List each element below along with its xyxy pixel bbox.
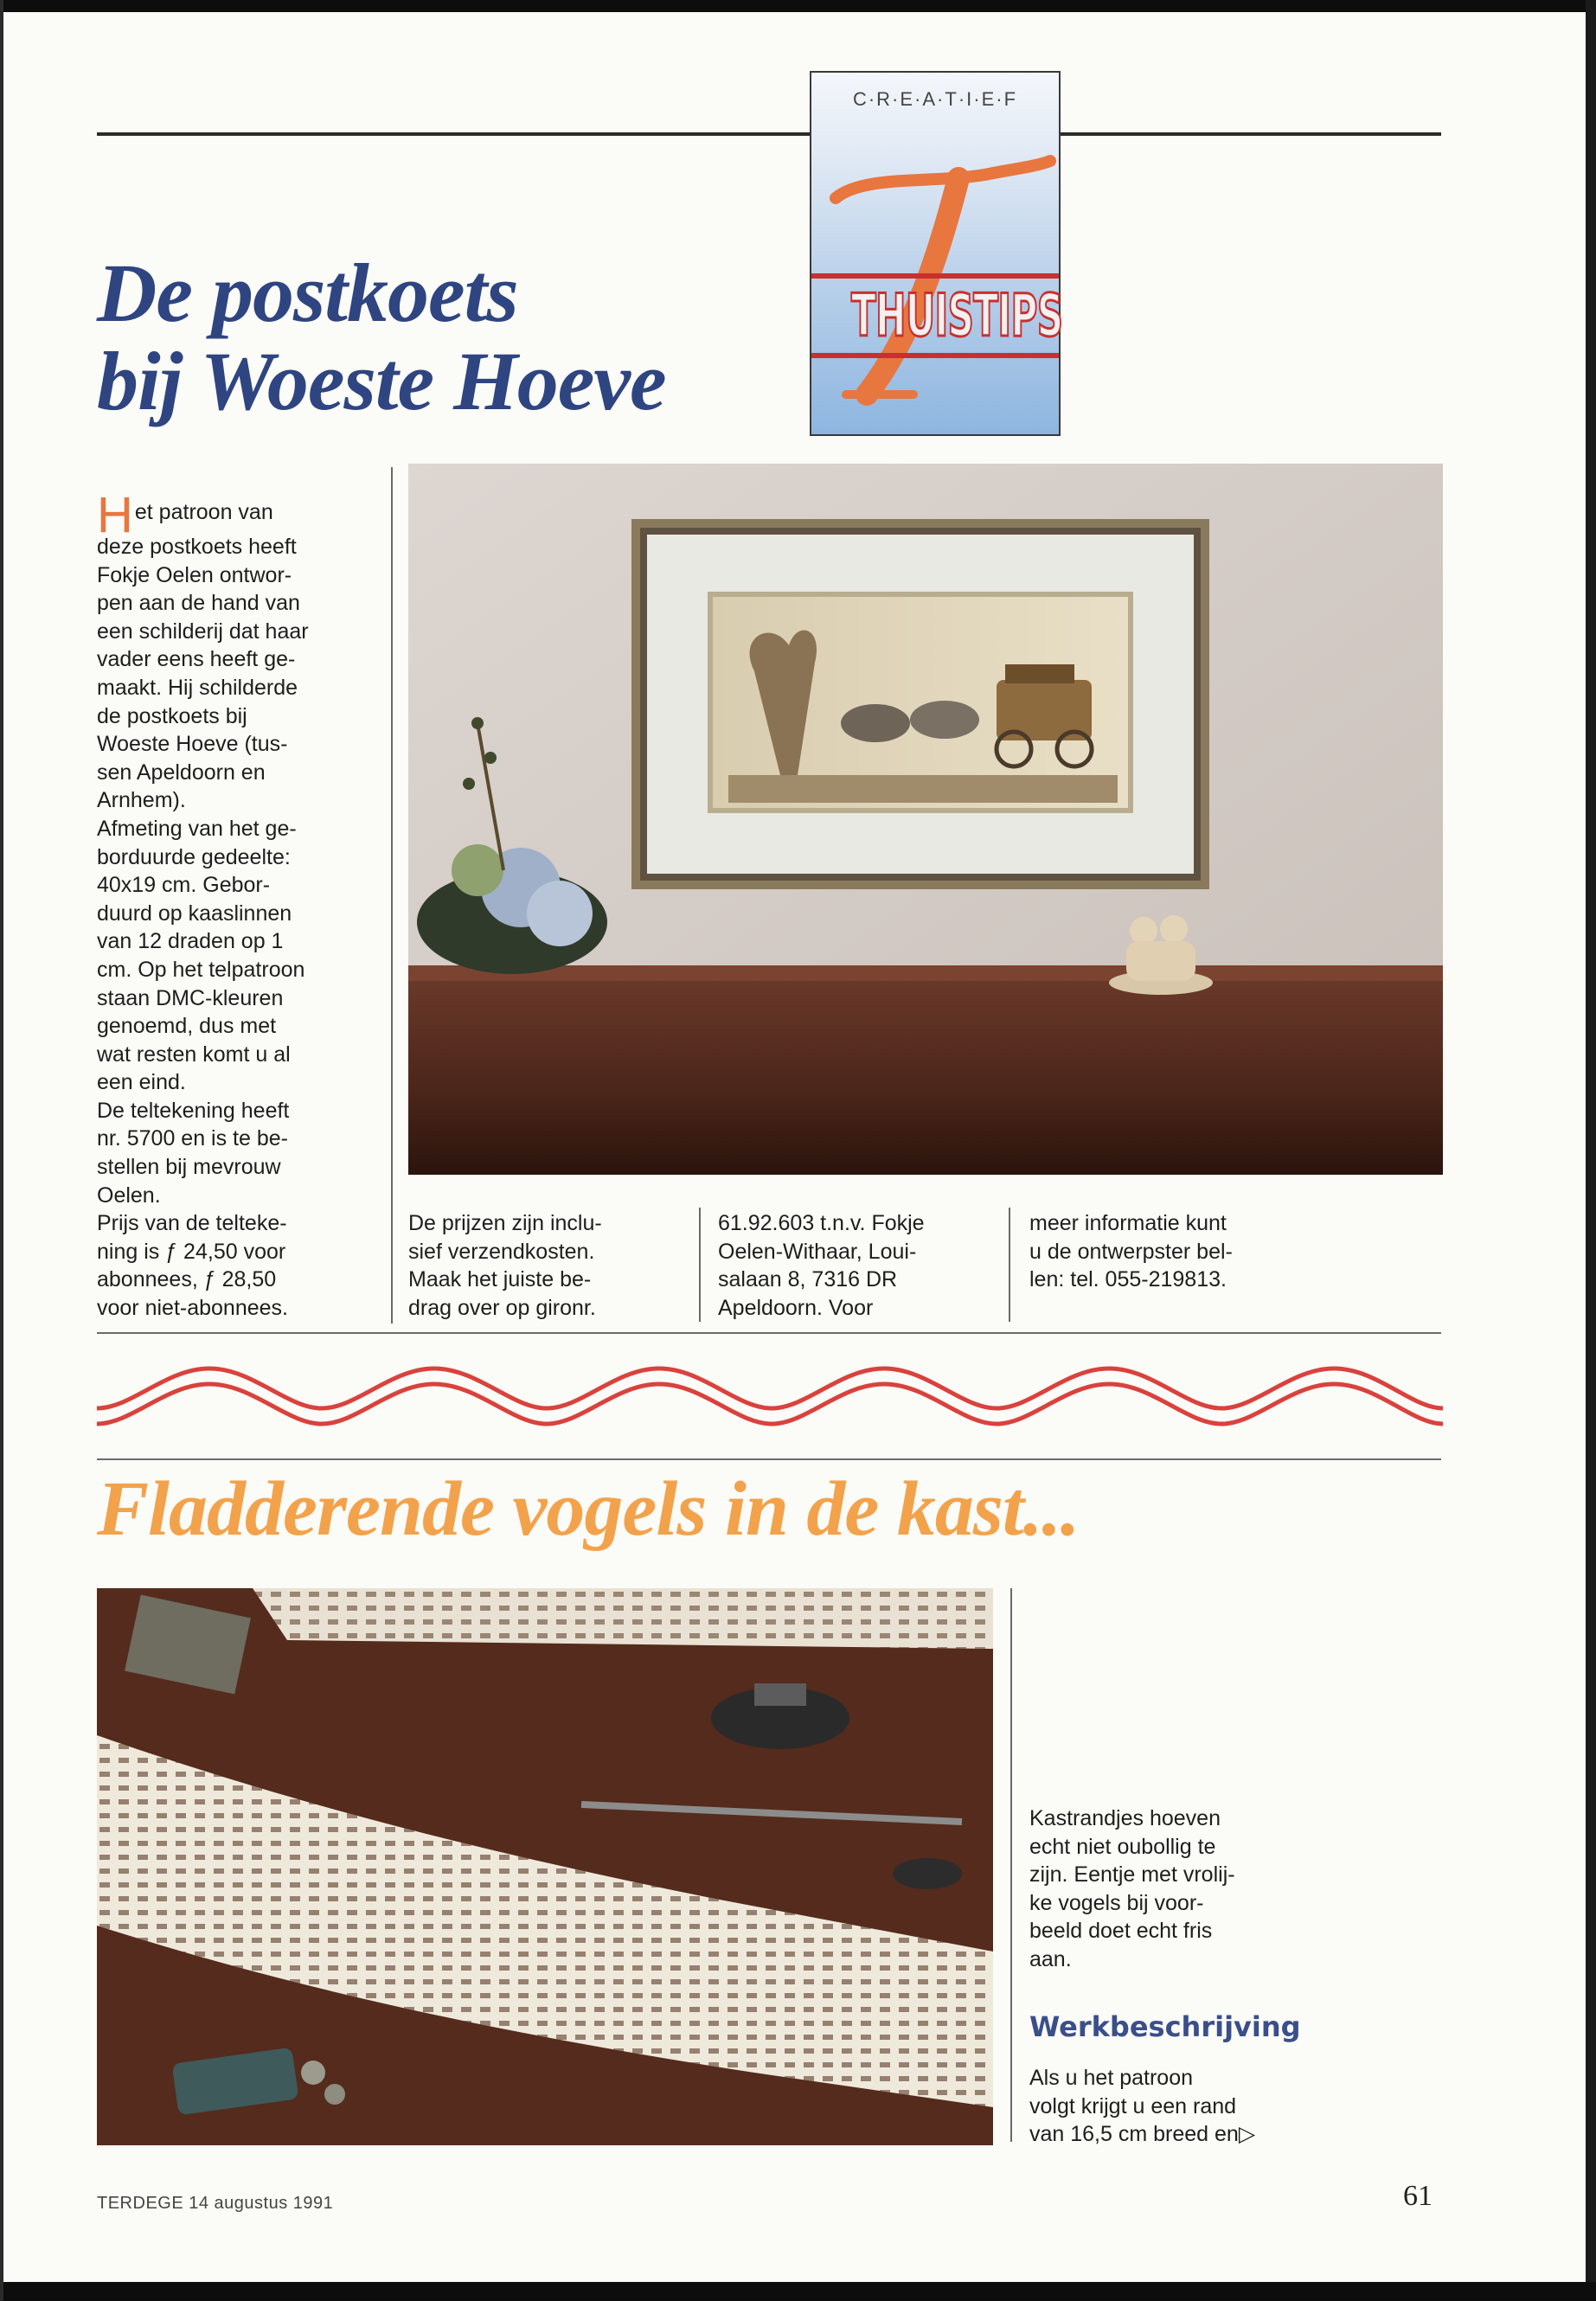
column-separator — [699, 1208, 701, 1322]
article1-col1-line: pen aan de hand van — [97, 591, 300, 616]
top-rule-left — [97, 132, 810, 136]
scan-border-right — [1586, 0, 1596, 2301]
column-separator — [391, 467, 393, 1324]
article1-col1-line: De teltekening heeft — [97, 1098, 290, 1123]
article1-col1-line: abonnees, ƒ 28,50 — [97, 1267, 277, 1292]
article1-col1-line: Het patroon van — [97, 487, 273, 543]
article1-col4-line: len: tel. 055-219813. — [1029, 1267, 1227, 1292]
creatief-thuistips-logo — [810, 71, 1061, 436]
article1-col1-line: staan DMC-kleuren — [97, 985, 284, 1010]
article1-col2-line: De prijzen zijn inclu- — [408, 1211, 602, 1235]
article1-col1-line: sen Apeldoorn en — [97, 760, 266, 785]
article1-column-4 — [1029, 1209, 1306, 1294]
article1-col1-line: 40x19 cm. Gebor- — [97, 873, 271, 898]
article1-col1-line: cm. Op het telpatroon — [97, 957, 305, 982]
article1-col1-line: borduurde gedeelte: — [97, 844, 291, 869]
article2-body-line: van 16,5 cm breed en▷ — [1029, 2122, 1256, 2147]
article1-column-3 — [718, 1209, 995, 1322]
article1-col3-line: salaan 8, 7316 DR — [718, 1267, 898, 1292]
article2-intro-line: Kastrandjes hoeven — [1029, 1806, 1221, 1830]
article2-intro-line: aan. — [1029, 1946, 1072, 1971]
article2-body-line: Als u het patroon — [1029, 2066, 1194, 2090]
scan-border-left — [0, 0, 3, 2301]
article2-body — [1029, 2064, 1306, 2149]
article2-title: Fladderende vogels in de kast... — [97, 1466, 1080, 1552]
logo-t-graphic — [811, 73, 1059, 434]
article1-col1-line: genoemd, dus met — [97, 1014, 277, 1039]
article1-col3-line: Apeldoorn. Voor — [718, 1295, 874, 1320]
article1-col3-line: 61.92.603 t.n.v. Fokje — [718, 1211, 925, 1235]
article1-col1-line: wat resten komt u al — [97, 1042, 291, 1067]
article1-col1-line: ning is ƒ 24,50 voor — [97, 1239, 286, 1264]
article2-intro-line: ke vogels bij voor- — [1029, 1890, 1204, 1915]
werkbeschrijving-heading: Werkbeschrijving — [1029, 2010, 1301, 2043]
article1-col1-line: Fokje Oelen ontwor- — [97, 562, 292, 587]
article1-col1-line: nr. 5700 en is te be- — [97, 1126, 288, 1151]
article1-col1-line: voor niet-abonnees. — [97, 1296, 288, 1321]
postkoets-framed-photo — [408, 464, 1443, 1175]
dropcap-letter: H — [97, 487, 133, 543]
section-rule-lower — [97, 1458, 1441, 1460]
article2-intro — [1029, 1804, 1289, 1974]
article2-intro-line: zijn. Eentje met vrolij- — [1029, 1862, 1235, 1888]
article1-col1-line: van 12 draden op 1 — [97, 929, 284, 954]
article1-col1-line: stellen bij mevrouw — [97, 1155, 281, 1180]
article1-col1-line: Prijs van de telteke- — [97, 1211, 287, 1236]
wavy-divider — [97, 1356, 1443, 1431]
article1-title-line2: bij Woeste Hoeve — [97, 335, 666, 427]
scan-border-bottom — [0, 2282, 1596, 2301]
article1-column-2 — [408, 1209, 685, 1322]
article1-col2-line: sief verzendkosten. — [408, 1239, 595, 1264]
column-separator — [1009, 1208, 1010, 1322]
article1-column-1 — [97, 487, 382, 1323]
article1-title — [97, 247, 666, 427]
scan-border-top — [0, 0, 1596, 12]
section-rule-upper — [97, 1332, 1441, 1334]
article1-col1-line: vader eens heeft ge- — [97, 647, 296, 672]
article1-title-line1: De postkoets — [97, 247, 518, 339]
article2-intro-line: beeld doet echt fris — [1029, 1919, 1213, 1944]
article1-col1-line: Oelen. — [97, 1183, 161, 1208]
article1-col1-line: duurd op kaaslinnen — [97, 901, 292, 926]
article1-col4-line: meer informatie kunt — [1029, 1211, 1227, 1235]
article1-col4-line: u de ontwerpster bel- — [1029, 1239, 1233, 1264]
article1-col3-line: Oelen-Withaar, Loui- — [718, 1239, 917, 1264]
article1-col1-line: een eind. — [97, 1070, 186, 1095]
column-separator — [1010, 1588, 1012, 2142]
article1-col2-line: drag over op gironr. — [408, 1295, 596, 1320]
article1-col1-line: Afmeting van het ge- — [97, 816, 297, 841]
article1-col1-line: Arnhem). — [97, 788, 186, 813]
logo-thuistips-word: THUISTIPS — [851, 282, 1063, 350]
top-rule-right — [1059, 132, 1441, 136]
article2-intro-line: echt niet oubollig te — [1029, 1834, 1216, 1859]
article1-col1-line: de postkoets bij — [97, 703, 247, 728]
article1-col1-line: maakt. Hij schilderde — [97, 675, 298, 700]
logo-creatief-text: C·R·E·A·T·I·E·F — [852, 88, 1018, 110]
article1-col1-line: deze postkoets heeft — [97, 535, 297, 559]
footer-publication: TERDEGE 14 augustus 1991 — [97, 2194, 334, 2213]
page-number: 61 — [1403, 2180, 1433, 2212]
article1-col1-line: een schilderij dat haar — [97, 619, 309, 644]
article1-col2-line: Maak het juiste be- — [408, 1267, 592, 1292]
article1-col1-line: Woeste Hoeve (tus- — [97, 732, 288, 757]
crochet-lace-photo — [97, 1588, 993, 2145]
article2-body-line: volgt krijgt u een rand — [1029, 2093, 1237, 2118]
